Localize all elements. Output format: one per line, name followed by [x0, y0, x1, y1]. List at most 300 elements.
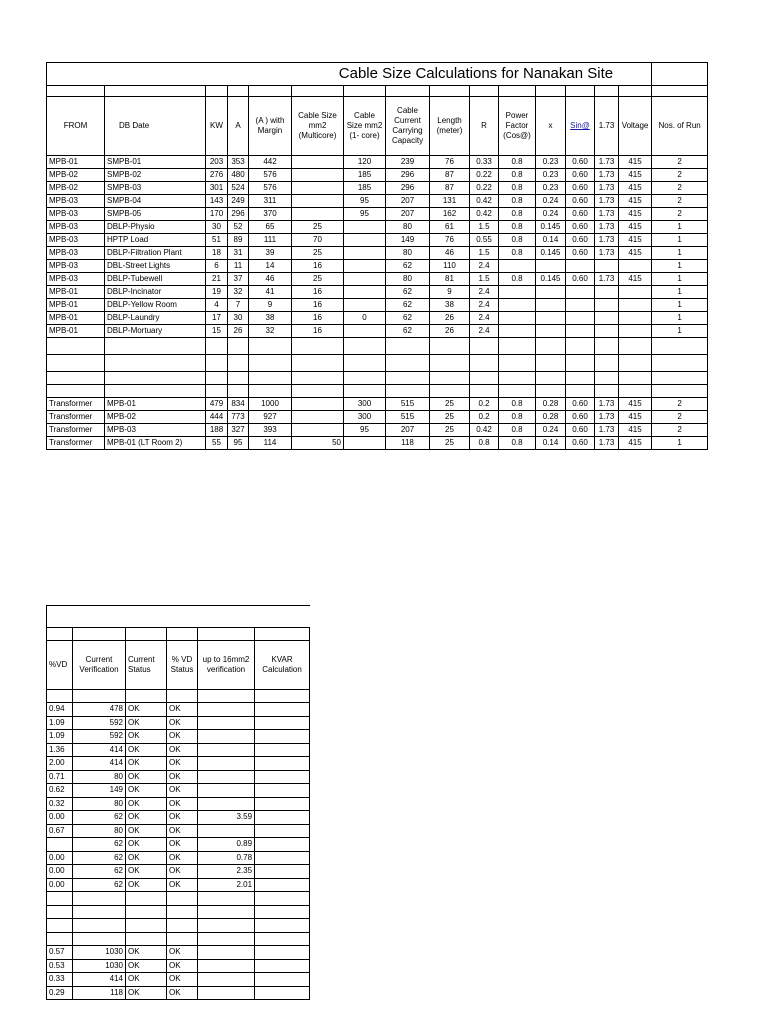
table2-cell: 414 [73, 973, 126, 987]
table2-cell: OK [167, 743, 198, 757]
table1-cell: MPB-03 [47, 195, 105, 208]
table1-cell: 185 [344, 182, 386, 195]
table-row [47, 770, 310, 784]
table-row [47, 851, 310, 865]
table1-cell [344, 260, 386, 273]
table1-cell: DBLP-Incinator [105, 286, 206, 299]
table2-cell: OK [126, 757, 167, 771]
table1-cell [619, 325, 652, 338]
table1-cell: DBLP-Physio [105, 221, 206, 234]
table2-cell: OK [126, 703, 167, 717]
table2-cell [255, 865, 310, 879]
table1-cell: Transformer [47, 398, 105, 411]
table1-cell: 1.73 [595, 156, 619, 169]
col-cable-single: Cable Size mm2 (1- core) [344, 97, 386, 156]
table1-cell: 207 [386, 195, 430, 208]
empty-cell [619, 372, 652, 385]
table1-cell: 1.73 [595, 411, 619, 424]
empty-cell [595, 355, 619, 372]
table1-cell: MPB-02 [47, 169, 105, 182]
col-runs: Nos. of Run [652, 97, 708, 156]
table1-cell [344, 325, 386, 338]
table1-cell: 87 [430, 182, 470, 195]
table1-cell [344, 437, 386, 450]
table1-cell [344, 247, 386, 260]
table1-cell [566, 286, 595, 299]
table1-cell [536, 299, 566, 312]
table2-cell: 1.36 [47, 743, 73, 757]
table1-cell: 38 [249, 312, 292, 325]
table-row [47, 398, 708, 411]
col-sin[interactable] [566, 97, 595, 156]
table-row [47, 208, 708, 221]
table1-cell: 1 [652, 273, 708, 286]
empty-cell [344, 385, 386, 398]
empty-cell [206, 338, 228, 355]
table1-cell: 0.60 [566, 195, 595, 208]
table1-cell: 415 [619, 234, 652, 247]
empty-cell [47, 338, 105, 355]
table2-cell: 62 [73, 851, 126, 865]
table-row [47, 838, 310, 852]
empty-cell [206, 355, 228, 372]
table-row [47, 221, 708, 234]
table1-cell: 2.4 [470, 299, 499, 312]
table1-cell: DBLP-Laundry [105, 312, 206, 325]
empty-cell [47, 905, 73, 919]
table1-cell: 415 [619, 411, 652, 424]
table2-cell: 0.00 [47, 811, 73, 825]
empty-cell [470, 372, 499, 385]
table2-body [47, 703, 310, 1000]
table1-cell [499, 260, 536, 273]
table1-cell: 0.145 [536, 221, 566, 234]
table1-cell: 203 [206, 156, 228, 169]
table2-cell: OK [167, 878, 198, 892]
table1-cell: 19 [206, 286, 228, 299]
table2-cell [198, 743, 255, 757]
table1-cell: 16 [292, 325, 344, 338]
table1-cell: 7 [228, 299, 249, 312]
table1-cell: 415 [619, 424, 652, 437]
table1-cell: 1 [652, 299, 708, 312]
table1-cell: SMPB-02 [105, 169, 206, 182]
table1-cell: 1.73 [595, 221, 619, 234]
table2-cell [255, 973, 310, 987]
table2-cell: OK [126, 716, 167, 730]
empty-row [47, 385, 708, 398]
table1-cell: 1 [652, 260, 708, 273]
table2-cell: OK [167, 797, 198, 811]
table2-cell: 62 [73, 865, 126, 879]
table1-cell: MPB-01 [47, 286, 105, 299]
table1-cell [344, 299, 386, 312]
table1-cell: 95 [344, 208, 386, 221]
table2-cell: 80 [73, 797, 126, 811]
table2-cell: 1030 [73, 946, 126, 960]
empty-cell [566, 372, 595, 385]
table1-cell: MPB-03 [47, 273, 105, 286]
table1-cell: 0.60 [566, 182, 595, 195]
table1-cell: MPB-03 [47, 208, 105, 221]
table1-cell: 46 [249, 273, 292, 286]
table2-top-filler [255, 606, 310, 628]
table2-cell: 0.32 [47, 797, 73, 811]
table1-cell [595, 286, 619, 299]
table2-cell: OK [167, 959, 198, 973]
empty-cell [167, 932, 198, 946]
table1-cell: 32 [249, 325, 292, 338]
table1-cell: 2 [652, 424, 708, 437]
table1-cell: 62 [386, 260, 430, 273]
empty-cell [249, 355, 292, 372]
empty-cell [126, 892, 167, 906]
table2-cell: 62 [73, 811, 126, 825]
table1-cell: 0.28 [536, 411, 566, 424]
table1-cell [344, 286, 386, 299]
empty-cell [470, 338, 499, 355]
table2-cell [198, 959, 255, 973]
table-row [47, 797, 310, 811]
table1-cell: 16 [292, 299, 344, 312]
table1-cell: 515 [386, 398, 430, 411]
table2-cell: 0.89 [198, 838, 255, 852]
table1-cell [499, 312, 536, 325]
table1-cell: 65 [249, 221, 292, 234]
empty-cell [198, 892, 255, 906]
table2-spacer-row [47, 628, 310, 641]
table1-cell: 62 [386, 312, 430, 325]
table1-cell: 25 [430, 398, 470, 411]
table1-cell: DBLP-Mortuary [105, 325, 206, 338]
empty-cell [47, 919, 73, 933]
table1-cell: 0.8 [499, 208, 536, 221]
table1-cell [344, 221, 386, 234]
table-row [47, 865, 310, 879]
table1-cell: 80 [386, 221, 430, 234]
table1-cell: MPB-03 [47, 234, 105, 247]
table1-cell: 170 [206, 208, 228, 221]
table2-cell: 62 [73, 838, 126, 852]
table1-cell [292, 156, 344, 169]
table2-cell: 414 [73, 757, 126, 771]
table2-cell [255, 743, 310, 757]
table1-cell: Transformer [47, 411, 105, 424]
table1-cell: 16 [292, 312, 344, 325]
table1-cell: MPB-01 [47, 325, 105, 338]
table1-cell [292, 411, 344, 424]
empty-cell [167, 892, 198, 906]
table1-cell: 0.8 [499, 437, 536, 450]
table1-cell: 80 [386, 247, 430, 260]
table1-cell: 0.8 [499, 182, 536, 195]
empty-row [47, 372, 708, 385]
table1-cell: 300 [344, 411, 386, 424]
table1-cell: 0.24 [536, 424, 566, 437]
col-from: FROM [47, 97, 105, 156]
empty-cell [499, 355, 536, 372]
table2-cell: OK [167, 770, 198, 784]
empty-cell [292, 355, 344, 372]
table2-cell: 0.33 [47, 973, 73, 987]
table-row [47, 986, 310, 1000]
table-row [47, 182, 708, 195]
table1-cell: 14 [249, 260, 292, 273]
table2-cell: 2.35 [198, 865, 255, 879]
table2-cell [255, 716, 310, 730]
empty-cell [126, 919, 167, 933]
table2-cell: OK [126, 811, 167, 825]
table1-cell: 515 [386, 411, 430, 424]
table1-cell: 415 [619, 273, 652, 286]
table1-cell: 576 [249, 169, 292, 182]
table1-cell: 0.8 [499, 234, 536, 247]
table2-cell [198, 757, 255, 771]
table1-cell: 296 [386, 169, 430, 182]
table2-cell [198, 824, 255, 838]
table1-cell: 118 [386, 437, 430, 450]
table1-cell: 0.8 [499, 398, 536, 411]
empty-cell [595, 338, 619, 355]
table1-cell: 188 [206, 424, 228, 437]
table-row [47, 703, 310, 717]
table1-cell: 62 [386, 286, 430, 299]
table1-cell: 0.22 [470, 182, 499, 195]
empty-cell [126, 905, 167, 919]
table1-cell: 276 [206, 169, 228, 182]
table1-cell: 2 [652, 169, 708, 182]
table1-cell: 0.24 [536, 195, 566, 208]
empty-row [47, 932, 310, 946]
empty-row [47, 919, 310, 933]
col-r: R [470, 97, 499, 156]
table2-cell: 1030 [73, 959, 126, 973]
table1-cell: 0.60 [566, 169, 595, 182]
table1-cell: 300 [344, 398, 386, 411]
table2-cell: OK [167, 824, 198, 838]
table2-cell: 414 [73, 743, 126, 757]
table1-cell: 0.8 [499, 156, 536, 169]
table1-cell: 46 [430, 247, 470, 260]
empty-cell [47, 372, 105, 385]
empty-cell [206, 372, 228, 385]
table1-cell [292, 424, 344, 437]
table1-cell [536, 325, 566, 338]
table1-cell [595, 299, 619, 312]
table1-cell: 131 [430, 195, 470, 208]
table1-cell: 51 [206, 234, 228, 247]
table2-cell: 0.57 [47, 946, 73, 960]
table1-cell: 0.24 [536, 208, 566, 221]
table1-cell: 41 [249, 286, 292, 299]
table2-cell: OK [126, 797, 167, 811]
table1-cell: 76 [430, 234, 470, 247]
empty-row [47, 905, 310, 919]
cable-size-table [46, 62, 708, 450]
table2-cell: OK [167, 716, 198, 730]
table2-cell [255, 797, 310, 811]
sin-link[interactable]: Sin@ [570, 121, 590, 130]
empty-cell [47, 892, 73, 906]
table1-cell: 1.73 [595, 208, 619, 221]
table2-spacer-row [47, 690, 310, 703]
table1-cell: 296 [228, 208, 249, 221]
table1-cell: 95 [228, 437, 249, 450]
table1-cell: 480 [228, 169, 249, 182]
table2-cell [255, 784, 310, 798]
table-row [47, 312, 708, 325]
table1-cell: 0.60 [566, 156, 595, 169]
col-16mm-verification: up to 16mm2 verification [198, 641, 255, 690]
col-vd-status: % VD Status [167, 641, 198, 690]
table2-cell: 80 [73, 824, 126, 838]
col-voltage: Voltage [619, 97, 652, 156]
table1-cell: 1.73 [595, 182, 619, 195]
table-row [47, 234, 708, 247]
table1-cell: 576 [249, 182, 292, 195]
table1-cell: 2 [652, 195, 708, 208]
table2-cell: OK [167, 811, 198, 825]
empty-cell [47, 355, 105, 372]
table1-cell [619, 286, 652, 299]
table1-cell: SMPB-04 [105, 195, 206, 208]
table1-cell: 2.4 [470, 312, 499, 325]
table1-cell: 524 [228, 182, 249, 195]
table2-cell [255, 703, 310, 717]
empty-cell [652, 355, 708, 372]
table1-cell [536, 286, 566, 299]
empty-cell [228, 372, 249, 385]
table1-cell: 0.60 [566, 411, 595, 424]
table1-cell: 70 [292, 234, 344, 247]
table1-cell: MPB-03 [47, 260, 105, 273]
table1-cell: 442 [249, 156, 292, 169]
table1-cell: 0.60 [566, 437, 595, 450]
col-cable-multicore: Cable Size mm2 (Multicore) [292, 97, 344, 156]
table1-cell: 16 [292, 286, 344, 299]
table1-cell: 26 [430, 325, 470, 338]
table1-cell: 415 [619, 156, 652, 169]
table1-cell: 0.8 [499, 221, 536, 234]
col-173: 1.73 [595, 97, 619, 156]
table1-cell [619, 260, 652, 273]
table1-cell: 415 [619, 247, 652, 260]
table1-cell: 0.8 [499, 411, 536, 424]
table2-cell: 2.01 [198, 878, 255, 892]
table2-cell [47, 838, 73, 852]
empty-cell [430, 372, 470, 385]
col-power-factor: Power Factor (Cos@) [499, 97, 536, 156]
table1-cell: 1.73 [595, 437, 619, 450]
table2-cell: OK [126, 986, 167, 1000]
table2-cell: 3.59 [198, 811, 255, 825]
table1-cell: 2 [652, 208, 708, 221]
table2-cell [255, 838, 310, 852]
table-row [47, 411, 708, 424]
table2-cell: OK [126, 770, 167, 784]
table1-cell: 0.60 [566, 398, 595, 411]
table2-cell [198, 797, 255, 811]
table2-cell: 0.53 [47, 959, 73, 973]
table-row [47, 959, 310, 973]
table1-cell: Transformer [47, 437, 105, 450]
table1-cell: 1.73 [595, 398, 619, 411]
table2-cell: 592 [73, 716, 126, 730]
empty-cell [536, 385, 566, 398]
verification-table [46, 605, 310, 1000]
empty-cell [566, 338, 595, 355]
table2-cell: OK [126, 824, 167, 838]
table2-cell [255, 878, 310, 892]
table1-cell: 9 [430, 286, 470, 299]
empty-cell [249, 385, 292, 398]
table1-cell: Transformer [47, 424, 105, 437]
col-vd: %VD [47, 641, 73, 690]
table1-cell: 0.60 [566, 424, 595, 437]
table1-cell: 25 [430, 424, 470, 437]
table2-cell: 0.00 [47, 851, 73, 865]
empty-cell [105, 338, 206, 355]
table1-cell: 0.42 [470, 195, 499, 208]
col-kw: KW [206, 97, 228, 156]
empty-cell [566, 355, 595, 372]
table1-cell: 1 [652, 286, 708, 299]
table1-cell: 834 [228, 398, 249, 411]
table1-cell: 0.8 [499, 247, 536, 260]
table1-cell: 0 [344, 312, 386, 325]
table2-cell: OK [126, 946, 167, 960]
table2-cell: 0.29 [47, 986, 73, 1000]
table1-cell: 61 [430, 221, 470, 234]
table1-cell: 0.8 [499, 273, 536, 286]
table1-cell [619, 312, 652, 325]
table1-cell [344, 234, 386, 247]
empty-cell [652, 338, 708, 355]
empty-cell [206, 385, 228, 398]
empty-cell [344, 355, 386, 372]
table2-cell [255, 757, 310, 771]
table1-cell: 415 [619, 437, 652, 450]
table1-cell [536, 312, 566, 325]
empty-cell [255, 892, 310, 906]
empty-cell [228, 385, 249, 398]
empty-cell [249, 338, 292, 355]
title-filler [652, 63, 708, 86]
table1-cell: 21 [206, 273, 228, 286]
table1-cell [292, 208, 344, 221]
table1-cell: SMPB-03 [105, 182, 206, 195]
table1-cell: 6 [206, 260, 228, 273]
empty-cell [430, 385, 470, 398]
table1-cell: 0.14 [536, 437, 566, 450]
table1-cell: 0.23 [536, 156, 566, 169]
table1-cell: 52 [228, 221, 249, 234]
table1-cell: 0.60 [566, 208, 595, 221]
table1-cell: 185 [344, 169, 386, 182]
table1-cell [344, 273, 386, 286]
table1-cell: 95 [344, 424, 386, 437]
table-row [47, 824, 310, 838]
table1-cell: 149 [386, 234, 430, 247]
table2-cell: 0.71 [47, 770, 73, 784]
table1-cell: DBLP-Tubewell [105, 273, 206, 286]
table1-cell: 0.42 [470, 424, 499, 437]
table2-cell: OK [167, 851, 198, 865]
table1-cell: DBLP-Yellow Room [105, 299, 206, 312]
table2-cell: 0.94 [47, 703, 73, 717]
table2-cell: OK [167, 986, 198, 1000]
table1-cell: 81 [430, 273, 470, 286]
